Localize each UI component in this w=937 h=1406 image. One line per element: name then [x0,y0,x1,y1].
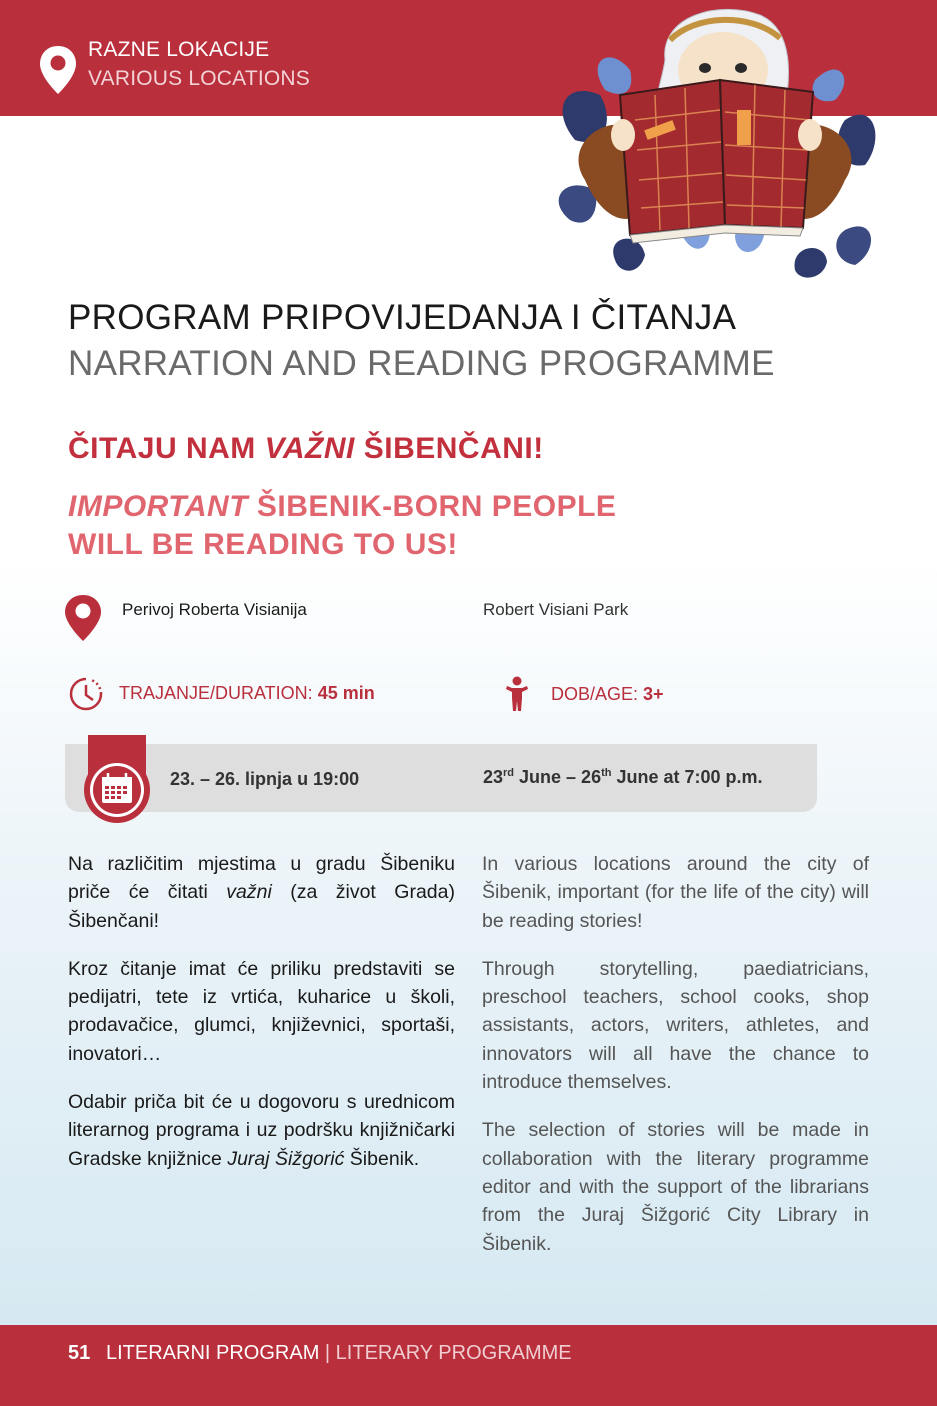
body-hr-p3-b: Šibenik. [344,1147,420,1170]
headline-hr [68,432,544,466]
location-label-hr: RAZNE LOKACIJE [88,38,270,61]
age-label-en: AGE: [595,684,644,704]
headline-en-line2: WILL BE READING TO US! [68,528,458,561]
body-hr-p3-italic: Juraj Šižgorić [227,1147,345,1170]
body-hr-p1-italic: važni [226,881,272,904]
clock-icon [68,676,104,712]
headline-hr-part1: ČITAJU NAM [68,432,265,465]
body-column-en [482,850,869,1278]
age-label-hr: DOB/ [551,684,596,704]
footer-section-title [106,1342,572,1365]
child-icon [504,676,530,712]
headline-en-italic: IMPORTANT [68,490,249,523]
duration-label-hr: TRAJANJE/ [119,683,216,703]
duration-label-en: DURATION: [215,683,318,703]
venue-pin-icon [63,593,103,643]
body-column-hr [68,850,455,1193]
body-hr-p3-a: Odabir priča bit će u dogovoru s urednicom literarnog programa i uz podršku knjižničarki Gradske knjižnice [68,1091,455,1170]
footer-separator: | [319,1342,336,1364]
page-number: 51 [68,1342,91,1364]
date-hr: 23. – 26. lipnja u 19:00 [170,769,360,789]
body-hr-p1-b: (za život Grada) Šibenčani! [68,881,455,932]
girl-reading-illustration [545,0,885,285]
headline-hr-part2: ŠIBENČANI! [354,432,544,465]
date-en-sup1: rd [503,767,515,779]
body-en-paragraph-3: The selection of stories will be made in collaboration with the literary programme editor and with the support of the librarians from the Juraj Šižgorić City Library in Šibenik. [482,1119,869,1255]
duration-label [119,683,375,704]
body-hr-paragraph-3 [68,1088,455,1173]
venue-name-en: Robert Visiani Park [483,600,629,619]
body-en-paragraph-2: Through storytelling, paediatricians, preschool teachers, school cooks, shop assistants, actors, writers, athletes, and innovators will all have the chance to introduce themselves. [482,957,869,1094]
duration-value: 45 min [317,683,375,703]
calendar-icon [82,735,152,830]
age-label [551,684,664,705]
footer-band [0,1325,937,1406]
date-en-rest: June at 7:00 p.m. [611,767,763,787]
page-title-en: NARRATION AND READING PROGRAMME [68,344,775,383]
date-en-mid: June – 26 [514,767,602,787]
footer-section-hr: LITERARNI PROGRAM [106,1342,320,1364]
headline-en-line1-rest: ŠIBENIK-BORN PEOPLE [248,490,617,523]
headline-en-line1 [68,490,616,524]
location-label-en: VARIOUS LOCATIONS [88,67,310,90]
age-value: 3+ [643,684,664,704]
body-hr-paragraph-2: Kroz čitanje imat će priliku predstaviti se pedijatri, tete iz vrtića, kuharice u školi, prodavačice, glumci, književnici, sportaši, inovatori… [68,957,455,1065]
headline-hr-italic: VAŽNI [264,432,355,465]
date-en-day1: 23 [483,767,504,787]
venue-name-hr: Perivoj Roberta Visianija [122,600,307,619]
location-pin-icon [38,44,78,96]
footer-section-en: LITERARY PROGRAMME [335,1342,572,1364]
body-hr-paragraph-1 [68,850,455,935]
page-title-hr: PROGRAM PRIPOVIJEDANJA I ČITANJA [68,298,737,337]
body-en-paragraph-1: In various locations around the city of Šibenik, important (for the life of the city) will be reading stories! [482,853,869,932]
body-hr-p1-a: Na različitim mjestima u gradu Šibeniku priče će čitati [68,853,455,904]
date-en-sup2: th [601,767,612,779]
date-en [483,767,763,788]
